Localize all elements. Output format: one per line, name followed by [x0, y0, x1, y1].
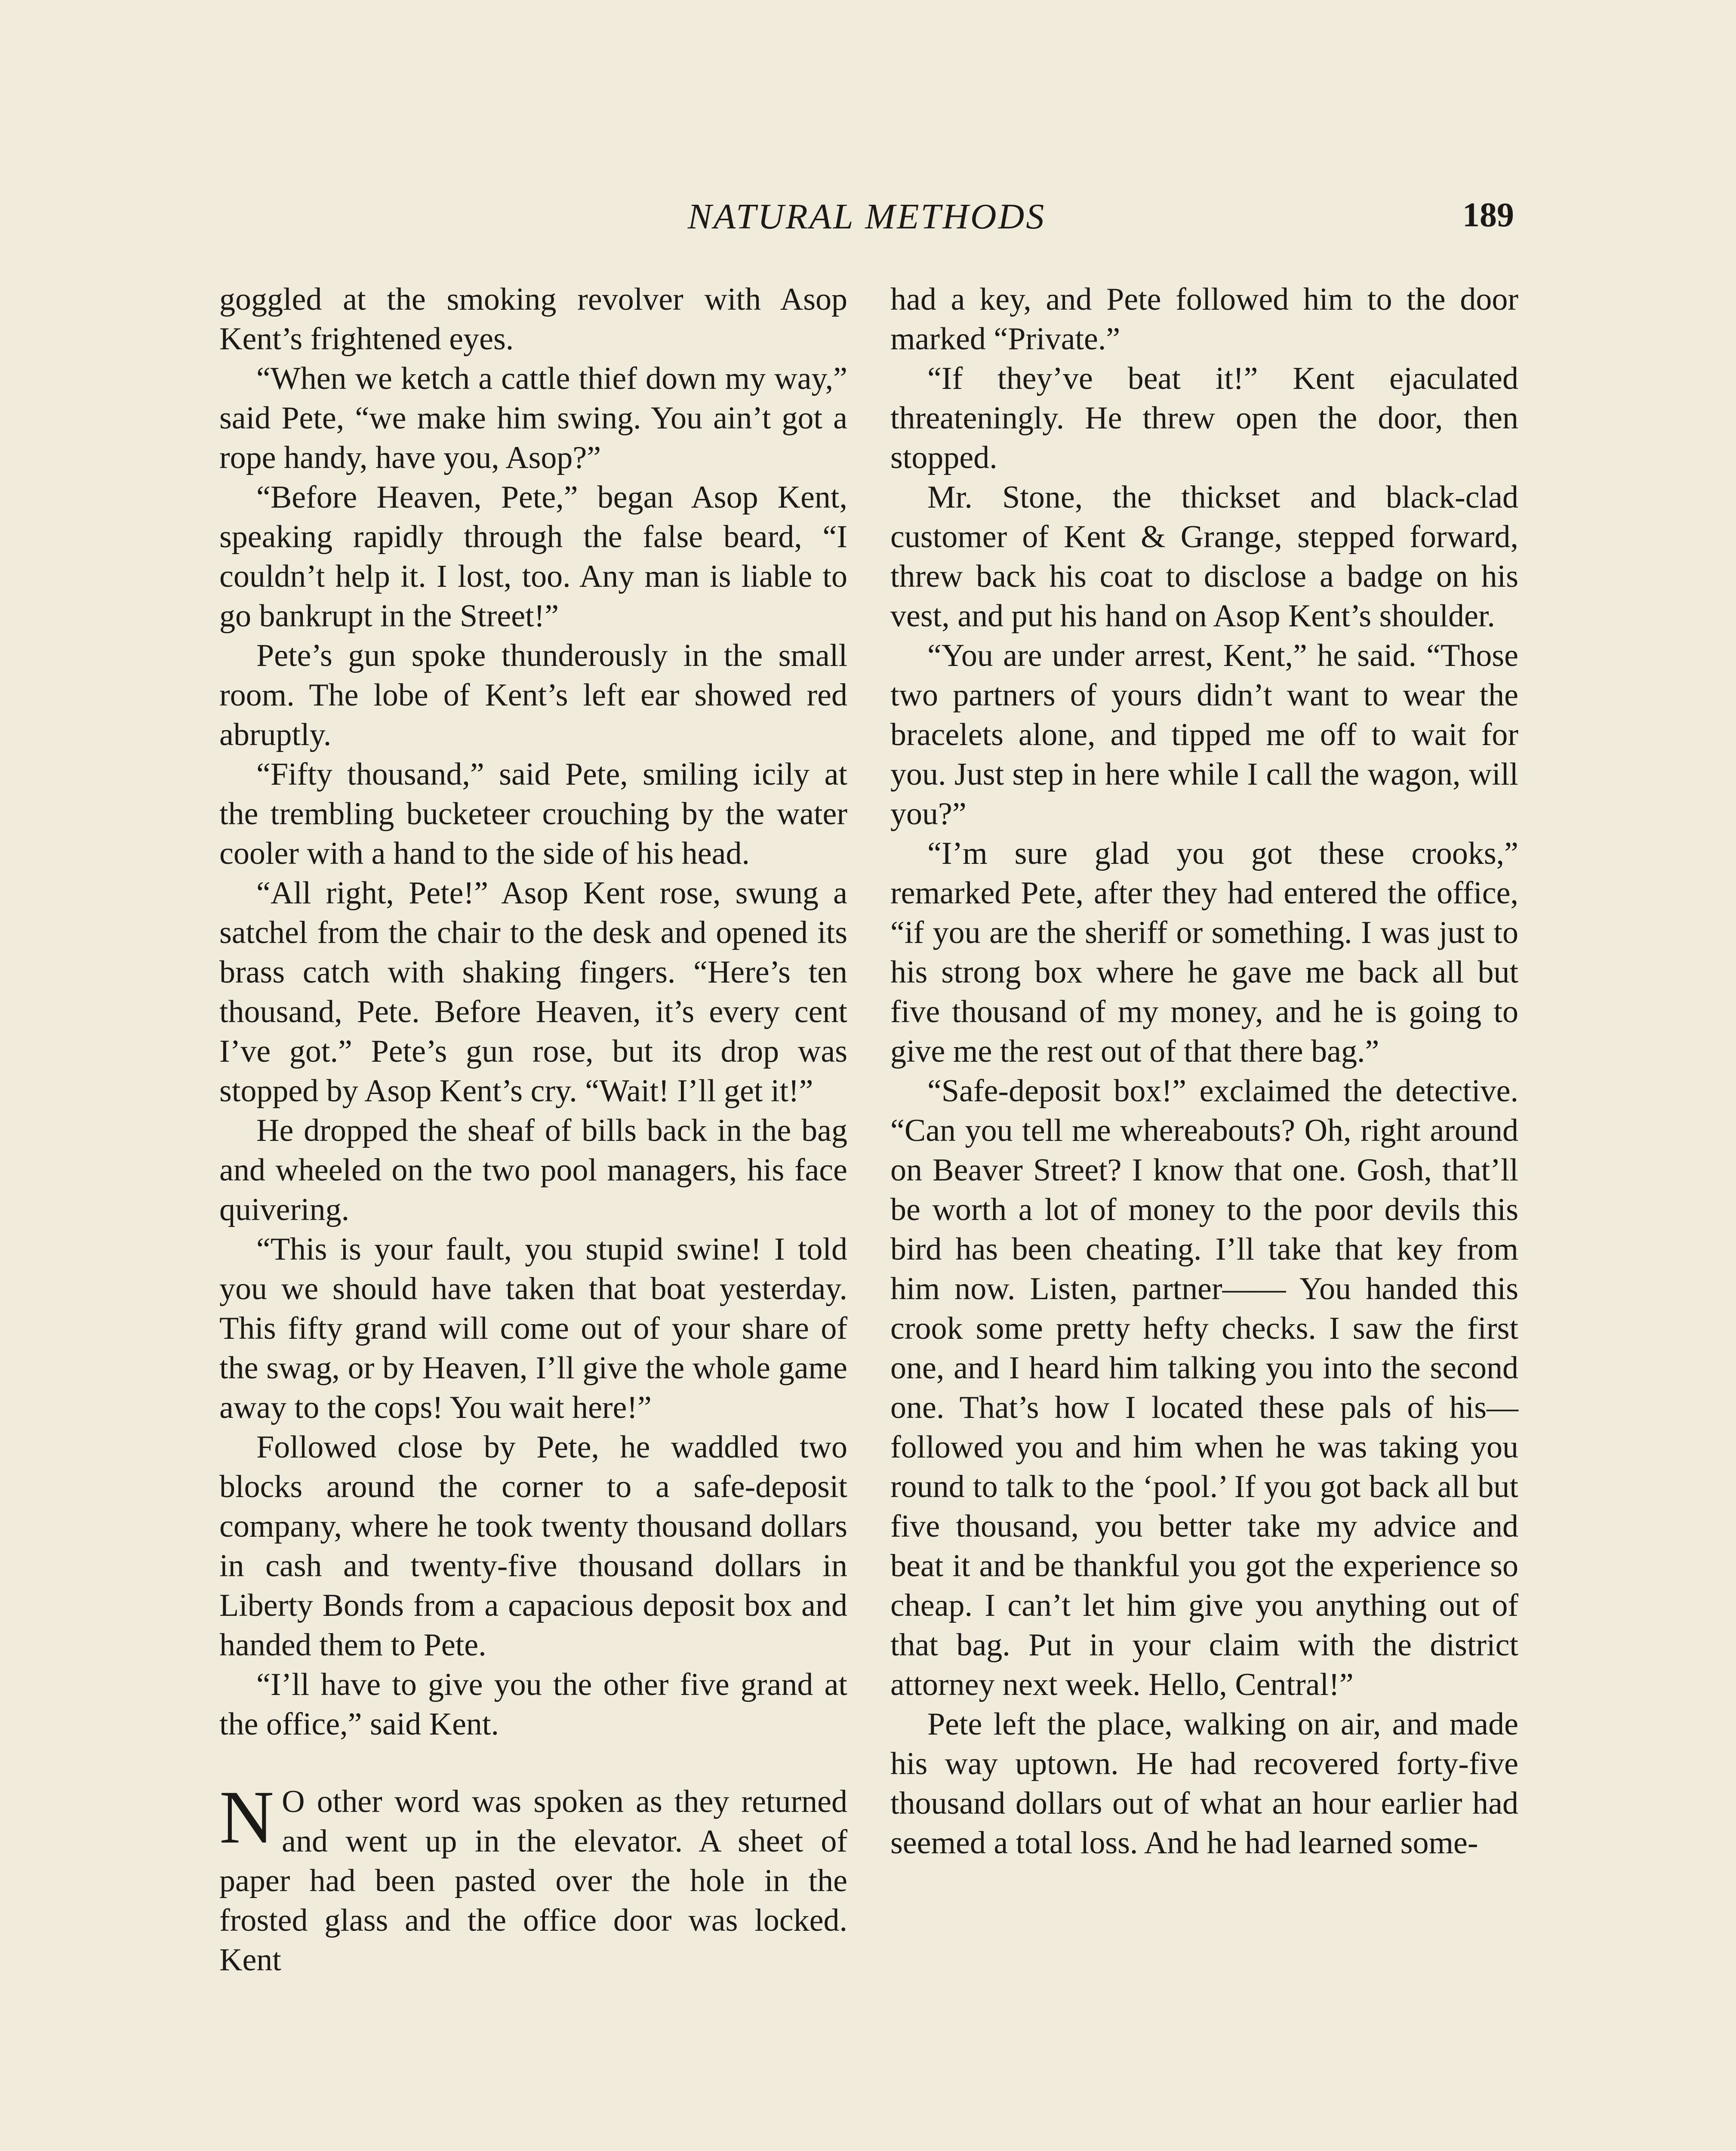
paragraph: had a key, and Pete followed him to the door marked “Private.”: [890, 282, 1518, 357]
drop-cap: N: [219, 1775, 274, 1859]
paragraph: “I’ll have to give you the other five grand at the office,” said Kent.: [219, 1667, 847, 1742]
paragraph: goggled at the smoking revolver with Asop Kent’s frightened eyes.: [219, 282, 847, 357]
running-head: NATURAL METHODS: [687, 197, 1046, 237]
section-break-text: O other word was spoken as they returned and went up in the elevator. A sheet of paper had been pasted over the hole in the frosted glass and the office door was locked. Kent: [219, 1784, 847, 1978]
right-column: [890, 280, 1518, 1863]
section-break-paragraph: [219, 1775, 847, 1980]
paragraph: “Safe-deposit box!” exclaimed the detective. “Can you tell me whereabouts? Oh, right around on Beaver Street? I know that one. Gosh, that’ll be worth a lot of money to the poor devils this bird has been cheating. I’ll take that key from him now. Listen, partner—— You handed this crook some pretty hefty checks. I saw the first one, and I heard him talking you into the second one. That’s how I located these pals of his—followed you and him when he was taking you round to talk to the ‘pool.’ If you got back all but five thousand, you better take my advice and beat it and be thankful you got the experience so cheap. I can’t let him give you anything out of that bag. Put in your claim with the district attorney next week. Hello, Central!”: [890, 1073, 1518, 1702]
paragraph: “I’m sure glad you got these crooks,” remarked Pete, after they had entered the office, “if you are the sheriff or something. I was just to his strong box where he gave me back all but five thousand of my money, and he is going to give me the rest out of that there bag.”: [890, 836, 1518, 1069]
paragraph: Pete left the place, walking on air, and made his way uptown. He had recovered forty-five thousand dollars out of what an hour earlier had seemed a total loss. And he had learned some-: [890, 1707, 1518, 1861]
paragraph: Mr. Stone, the thickset and black-clad customer of Kent & Grange, stepped forward, threw back his coat to disclose a badge on his vest, and put his hand on Asop Kent’s shoulder.: [890, 480, 1518, 634]
paragraph: “You are under arrest, Kent,” he said. “Those two partners of yours didn’t want to wear the bracelets alone, and tipped me off to wait for you. Just step in here while I call the wagon, will you?”: [890, 638, 1518, 832]
paragraph: Pete’s gun spoke thunderously in the small room. The lobe of Kent’s left ear showed red abruptly.: [219, 638, 847, 752]
page-number: 189: [1462, 196, 1514, 234]
paragraph: He dropped the sheaf of bills back in the bag and wheeled on the two pool managers, his face quivering.: [219, 1113, 847, 1227]
page-header: [219, 196, 1514, 243]
paragraph: “If they’ve beat it!” Kent ejaculated threateningly. He threw open the door, then stopped.: [890, 361, 1518, 475]
paragraph: Followed close by Pete, he waddled two blocks around the corner to a safe-deposit company, where he took twenty thousand dollars in cash and twenty-five thousand dollars in Liberty Bonds from a capacious deposit box and handed them to Pete.: [219, 1430, 847, 1663]
paragraph: “This is your fault, you stupid swine! I told you we should have taken that boat yesterday. This fifty grand will come out of your share of the swag, or by Heaven, I’ll give the whole game away to the cops! You wait here!”: [219, 1232, 847, 1425]
paragraph: “Before Heaven, Pete,” began Asop Kent, speaking rapidly through the false beard, “I couldn’t help it. I lost, too. Any man is liable to go bankrupt in the Street!”: [219, 480, 847, 634]
left-column: [219, 280, 847, 1980]
paragraph: “When we ketch a cattle thief down my way,” said Pete, “we make him swing. You ain’t got a rope handy, have you, Asop?”: [219, 361, 847, 475]
paragraph: “All right, Pete!” Asop Kent rose, swung a satchel from the chair to the desk and opened its brass catch with shaking fingers. “Here’s ten thousand, Pete. Before Heaven, it’s every cent I’ve got.” Pete’s gun rose, but its drop was stopped by Asop Kent’s cry. “Wait! I’ll get it!”: [219, 875, 847, 1109]
paragraph: “Fifty thousand,” said Pete, smiling icily at the trembling bucketeer crouching by the water cooler with a hand to the side of his head.: [219, 757, 847, 871]
